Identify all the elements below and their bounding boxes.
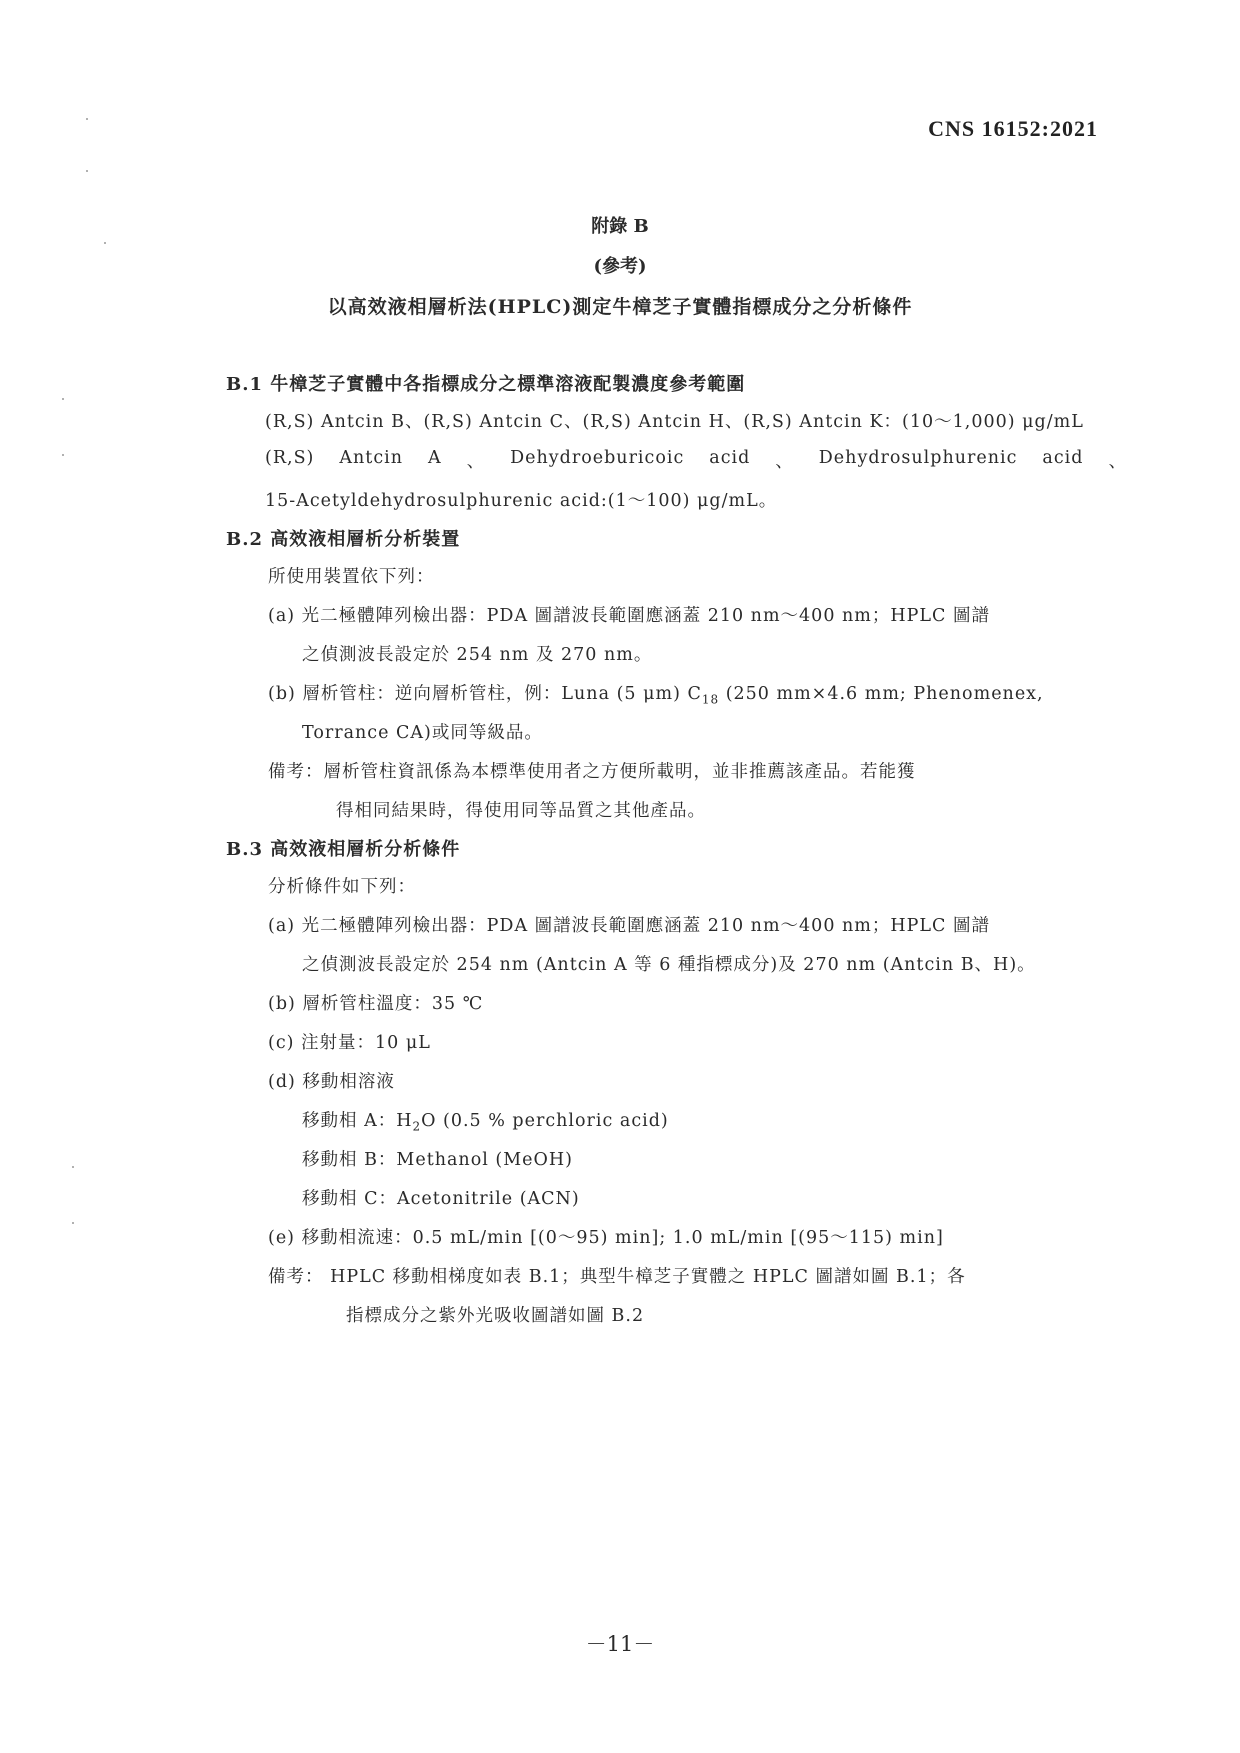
b1-line-2-word: Dehydroeburicoic: [510, 448, 685, 468]
b1-line-2-word: acid: [1042, 448, 1084, 468]
scan-speck: [72, 1222, 74, 1224]
b2-item-b-line-2: Torrance CA)或同等級品。: [302, 723, 543, 743]
mobile-phase-a-text: 移動相 A：H: [302, 1111, 413, 1131]
scan-speck: [72, 1166, 74, 1168]
b1-line-2-word: A: [427, 448, 442, 468]
scan-speck: [104, 242, 106, 244]
b2-item-b-text-2: (250 mm×4.6 mm; Phenomenex,: [719, 684, 1044, 704]
b1-line-3: 15-Acetyldehydrosulphurenic acid:(1～100) μg/mL。: [265, 491, 778, 511]
mobile-phase-c: 移動相 C：Acetonitrile (ACN): [302, 1189, 580, 1209]
mobile-phase-a-subscript: 2: [412, 1119, 422, 1134]
b3-item-a-line-1: (a) 光二極體陣列檢出器：PDA 圖譜波長範圍應涵蓋 210 nm～400 nm；HPLC 圖譜: [268, 916, 990, 936]
b3-note-line-1: 備考： HPLC 移動相梯度如表 B.1；典型牛樟芝子實體之 HPLC 圖譜如圖 B.1；各: [268, 1267, 966, 1287]
scan-speck: [62, 398, 64, 400]
b3-intro: 分析條件如下列：: [268, 877, 416, 897]
b3-item-b: (b) 層析管柱溫度：35 ℃: [268, 994, 484, 1014]
b1-line-2-word: acid: [709, 448, 751, 468]
b2-intro: 所使用裝置依下列：: [268, 567, 435, 587]
b1-line-2-word: 、: [775, 452, 794, 472]
b2-item-a-line-2: 之偵測波長設定於 254 nm 及 270 nm。: [302, 645, 653, 665]
b2-item-b-text: (b) 層析管柱：逆向層析管柱，例：Luna (5 μm) C: [268, 684, 702, 704]
b1-line-2-word: 、: [1108, 452, 1127, 472]
scan-speck: [86, 170, 88, 172]
b3-item-d: (d) 移動相溶液: [268, 1072, 395, 1092]
b2-item-b-subscript: 18: [701, 692, 720, 707]
b1-line-2: [265, 448, 1127, 473]
annex-title: 以高效液相層析法(HPLC)測定牛樟芝子實體指標成分之分析條件: [327, 296, 913, 318]
mobile-phase-b: 移動相 B：Methanol (MeOH): [302, 1150, 573, 1170]
b3-note-line-2: 指標成分之紫外光吸收圖譜如圖 B.2: [346, 1306, 645, 1326]
section-b2-heading: B.2 高效液相層析分析裝置: [226, 529, 461, 550]
b3-item-a-line-2: 之偵測波長設定於 254 nm (Antcin A 等 6 種指標成分)及 270 nm (Antcin B、H)。: [302, 955, 1036, 975]
b1-line-2-word: (R,S): [265, 448, 315, 468]
b2-item-b-line-1: [268, 680, 1044, 707]
b1-line-2-word: Dehydrosulphurenic: [818, 448, 1018, 468]
section-b3-heading: B.3 高效液相層析分析條件: [226, 839, 461, 860]
mobile-phase-a-text-2: O (0.5 % perchloric acid): [421, 1111, 669, 1131]
b1-line-2-word: Antcin: [339, 448, 403, 468]
b1-line-1: (R,S) Antcin B、(R,S) Antcin C、(R,S) Antcin H、(R,S) Antcin K：(10～1,000) μg/mL: [265, 412, 1084, 432]
b2-note-line-2: 得相同結果時，得使用同等品質之其他產品。: [336, 801, 706, 821]
mobile-phase-a: [302, 1107, 669, 1134]
annex-nature: (參考): [593, 256, 647, 277]
scan-speck: [62, 454, 64, 456]
standard-number: CNS 16152:2021: [928, 116, 1098, 141]
b2-note-line-1: 備考：層析管柱資訊係為本標準使用者之方便所載明，並非推薦該產品。若能獲: [268, 762, 916, 782]
annex-label: 附錄 B: [591, 216, 649, 237]
page-number: －11－: [585, 1632, 655, 1656]
b3-item-e: (e) 移動相流速：0.5 mL/min [(0～95) min]; 1.0 mL/min [(95～115) min]: [268, 1228, 944, 1248]
b2-item-a-line-1: (a) 光二極體陣列檢出器：PDA 圖譜波長範圍應涵蓋 210 nm～400 nm；HPLC 圖譜: [268, 606, 990, 626]
scan-speck: [86, 118, 88, 120]
b1-line-2-word: 、: [466, 452, 486, 472]
section-b1-heading: B.1 牛樟芝子實體中各指標成分之標準溶液配製濃度參考範圍: [226, 374, 746, 395]
b3-item-c: (c) 注射量：10 μL: [268, 1033, 431, 1053]
